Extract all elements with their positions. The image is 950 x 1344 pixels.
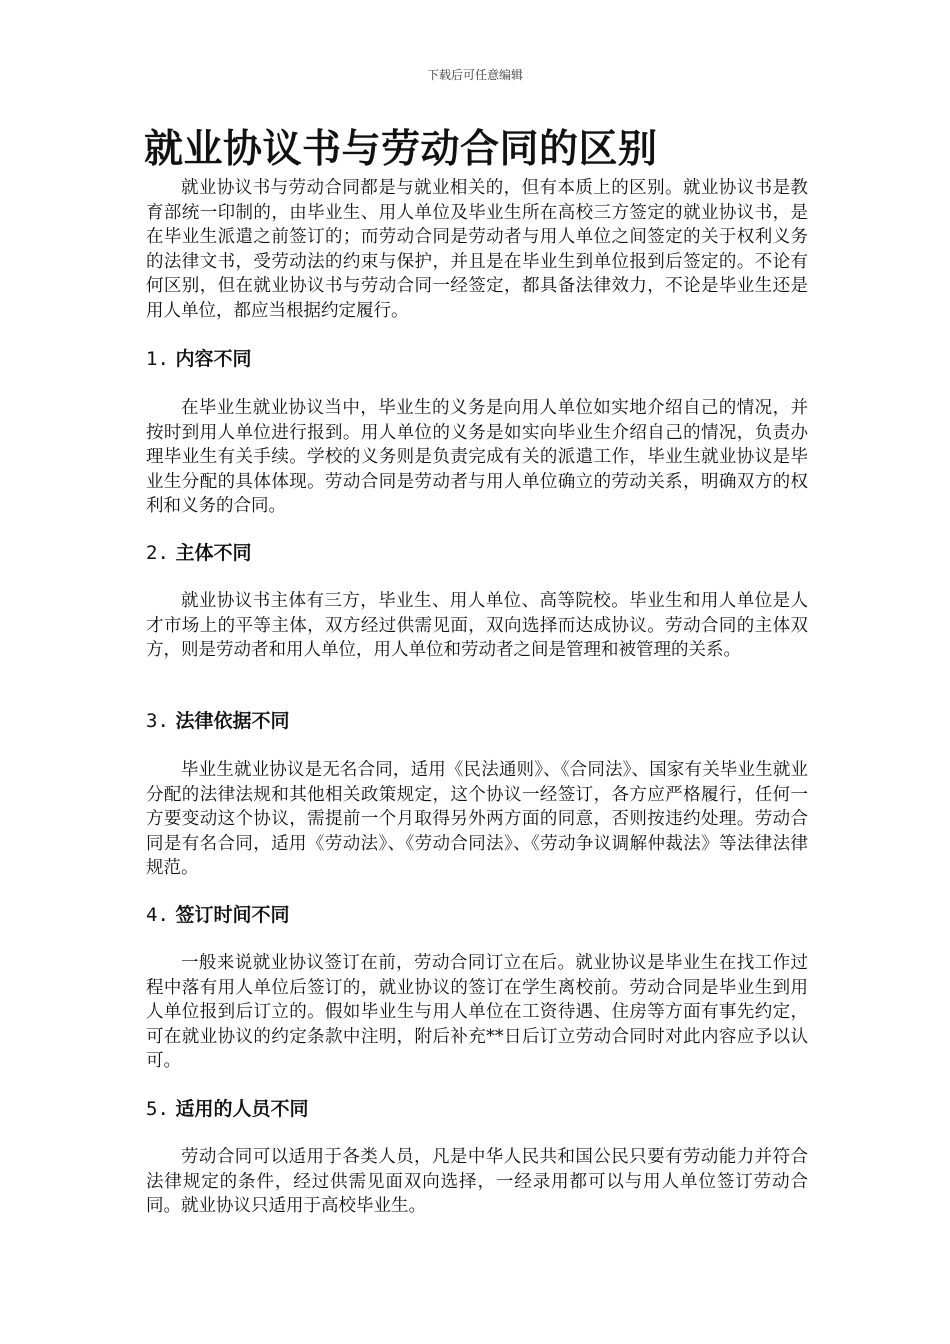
section-body-4: 一般来说就业协议签订在前，劳动合同订立在后。就业协议是毕业生在找工作过程中落有用人单位后签订的，就业协议的签订在学生离校前。劳动合同是毕业生到用人单位报到后订立的。假如毕业生与用人单位在工资待遇、住房等方面有事先约定，可在就业协议的约定条款中注明，附后补充**日后订立劳动合同时对此内容应予以认可。: [146, 953, 808, 1072]
section-title: 签订时间不同: [175, 904, 290, 926]
section-title: 主体不同: [175, 542, 252, 564]
document-title: 就业协议书与劳动合同的区别: [144, 127, 658, 172]
section-body-2: 就业协议书主体有三方，毕业生、用人单位、高等院校。毕业生和用人单位是人才市场上的平等主体，双方经过供需见面，双向选择而达成协议。劳动合同的主体双方，则是劳动者和用人单位，用人单位和劳动者之间是管理和被管理的关系。: [146, 591, 808, 661]
header-note: 下载后可任意编辑: [426, 68, 523, 82]
section-heading-3: [146, 708, 808, 734]
section-number: 1.: [146, 348, 169, 370]
section-number: 5.: [146, 1098, 169, 1120]
section-number: 3.: [146, 710, 169, 732]
section-heading-4: [146, 902, 808, 928]
section-title: 法律依据不同: [175, 710, 290, 732]
intro-paragraph: 就业协议书与劳动合同都是与就业相关的，但有本质上的区别。就业协议书是教育部统一印制的，由毕业生、用人单位及毕业生所在高校三方签定的就业协议书，是在毕业生派遣之前签订的；而劳动合同是劳动者与用人单位之间签定的关于权利义务的法律文书，受劳动法的约束与保护，并且是在毕业生到单位报到后签定的。不论有何区别，但在就业协议书与劳动合同一经签定，都具备法律效力，不论是毕业生还是用人单位，都应当根据约定履行。: [146, 178, 808, 321]
section-number: 4.: [146, 904, 169, 926]
section-body-5: 劳动合同可以适用于各类人员，凡是中华人民共和国公民只要有劳动能力并符合法律规定的条件，经过供需见面双向选择，一经录用都可以与用人单位签订劳动合同。就业协议只适用于高校毕业生。: [146, 1147, 808, 1217]
section-title: 适用的人员不同: [175, 1098, 309, 1120]
section-body-3: 毕业生就业协议是无名合同，适用《民法通则》、《合同法》、国家有关毕业生就业分配的法律法规和其他相关政策规定，这个协议一经签订，各方应严格履行，任何一方要变动这个协议，需提前一个月取得另外两方面的同意，否则按违约处理。劳动合同是有名合同，适用《劳动法》、《劳动合同法》、《劳动争议调解仲裁法》等法律法律规范。: [146, 760, 808, 879]
section-body-1: 在毕业生就业协议当中，毕业生的义务是向用人单位如实地介绍自己的情况，并按时到用人单位进行报到。用人单位的义务是如实向毕业生介绍自己的情况，负责办理毕业生有关手续。学校的义务则是负责完成有关的派遣工作，毕业生就业协议是毕业生分配的具体体现。劳动合同是劳动者与用人单位确立的劳动关系，明确双方的权利和义务的合同。: [146, 398, 808, 517]
section-heading-1: [146, 346, 808, 372]
section-number: 2.: [146, 542, 169, 564]
section-title: 内容不同: [175, 348, 252, 370]
section-heading-2: [146, 540, 808, 566]
section-heading-5: [146, 1096, 808, 1122]
